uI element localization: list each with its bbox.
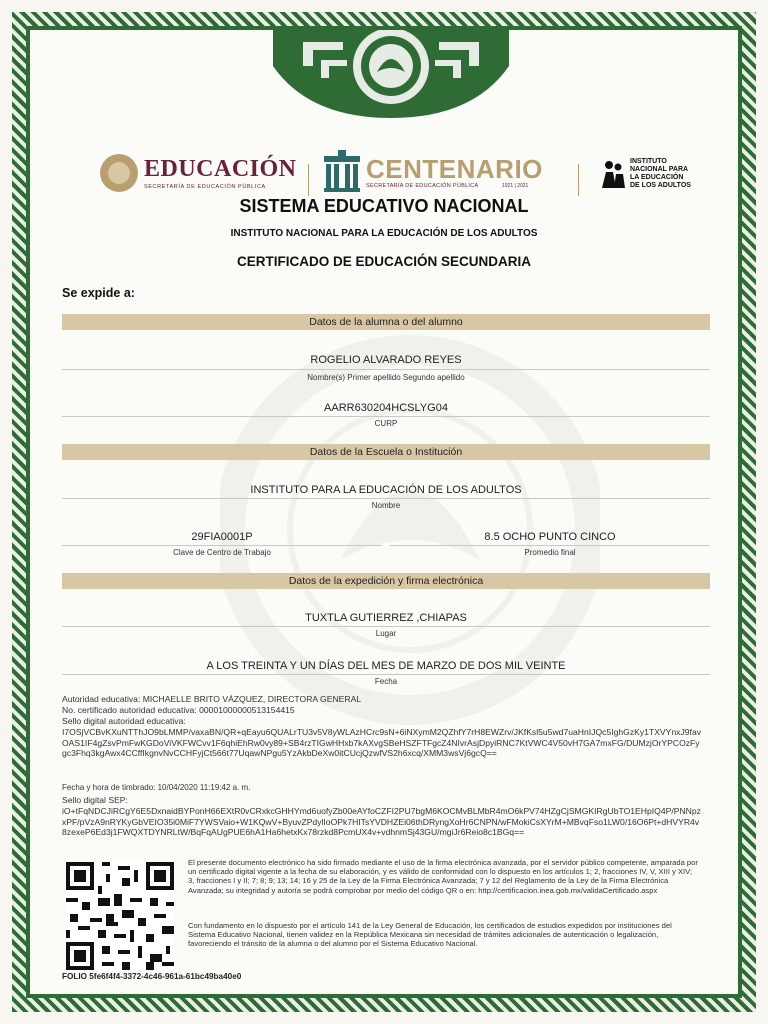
centenario-title: CENTENARIO <box>366 154 543 184</box>
educacion-title: EDUCACIÓN <box>144 156 297 182</box>
institute-heading: INSTITUTO NACIONAL PARA LA EDUCACIÓN DE LOS ADULTOS <box>230 228 538 239</box>
legal-text-validity: Con fundamento en lo dispuesto por el artículo 141 de la Ley General de Educación, los certificados de estudios expedidos por instituciones del Sistema Educativo Nacional, tienen validez en la República Mexicana sin necesidad de trámites adicionales de autenticación o legalización, favoreciendo el tránsito de la alumna o del alumno por el Sistema Educativo Nacional. <box>188 921 672 949</box>
centenario-building-icon <box>322 150 362 192</box>
inea-logo-text <box>630 158 691 190</box>
folio-number: FOLIO 5fe6f4f4-3372-4c46-961a-61bc49ba40e0 <box>62 972 242 981</box>
authority-seal: I7OSjVCBvKXuNTThJO9bLMMP/vaxaBN/QR+qEayu6QUALrTU3v5V8yWLAzHCrc9sN+6iNXymM2QZhfY7rH8EWZrv/JKfKsl5u5wd7uaHnIJQc5IghGzKy1TXVYnxJ9favOAS1IF4gZsvPmFwKGDoViVKFWCvv1F6qhiEhRw0vy89+SB4rzTIGwHHxb7kAXvgSBeHSZFTFgcZ4NIvrAsjDpyiRNC7KtVWC4V50vH7GA7mxFG/DUMzjOrYPCOzFygc3Fhq3kgAwx4CCffIkgnvNvCCHFyjCt566t77UqawNPgu5YzAkbDeXw0itCUcjQzwfVS2h6xcq/XMM3wsVj6gcQ== <box>62 727 702 759</box>
educacion-subtitle: SECRETARÍA DE EDUCACIÓN PÚBLICA <box>144 184 266 190</box>
timestamp: Fecha y hora de timbrado: 10/04/2020 11:19:42 a. m. <box>62 783 251 792</box>
sep-seal: iO+tFqNDCJiRCgY6E5DxnaidBYPonH66EXtR0vCRxkcGHHYmd6uofyZb00eAYfoCZFI2PU7bgM6KOCMvBLMbR4mO6kPV74HZgCjSMGKIRgUbTO1EHpIQ4P/PNNpzxPF/pVzA9nRYKyGbVEIO35i0MiF7YWSVaio+W1KQwV+ByuvZPdylIoOPk7HITsYVDHZEi06thDRyngXoHr6CNPN/wFMokiCsXYrM+MBvqFso1LW0/16O6Pt+dHVYR4v8zexeP6Ed3j1FWQXTDYNRLtW/BqFqAUgPUE6hA1Ha6hetxKx78rzkd8PcmUX4v+vdhnmSj43GU/mgiJr6Reio8c1BGq== <box>62 806 701 838</box>
inea-logo-icon <box>600 160 626 190</box>
inea-line: INSTITUTO <box>630 158 667 165</box>
certificate-paper <box>30 30 738 994</box>
clave-label: Clave de Centro de Trabajo <box>173 548 271 557</box>
divider <box>390 545 710 546</box>
date-label: Fecha <box>374 677 398 686</box>
divider <box>62 626 710 627</box>
expedition-date: A LOS TREINTA Y UN DÍAS DEL MES DE MARZO DE DOS MIL VEINTE <box>206 660 566 672</box>
logo-divider <box>308 164 309 196</box>
sep-seal-icon <box>100 154 138 192</box>
qr-code-icon <box>66 862 174 970</box>
logo-divider <box>578 164 579 196</box>
student-section-band: Datos de la alumna o del alumno <box>62 314 710 330</box>
curp-label: CURP <box>374 419 398 428</box>
divider <box>62 416 710 417</box>
centenario-logo <box>322 150 562 200</box>
place-label: Lugar <box>375 629 397 638</box>
inea-line: NACIONAL PARA <box>630 166 689 173</box>
school-name: INSTITUTO PARA LA EDUCACIÓN DE LOS ADULTOS <box>250 484 522 496</box>
inea-line: DE LOS ADULTOS <box>630 182 691 189</box>
seal-label: Sello digital autoridad educativa: <box>62 716 186 726</box>
cert-number: No. certificado autoridad educativa: 00001000000513154415 <box>62 705 295 715</box>
educacion-logo <box>100 154 297 198</box>
promedio-label: Promedio final <box>524 548 576 557</box>
sep-seal-label: Sello digital SEP: <box>62 795 128 805</box>
divider <box>62 674 710 675</box>
page-title: SISTEMA EDUCATIVO NACIONAL <box>239 196 529 216</box>
centenario-years: 1921 | 2021 <box>502 183 529 189</box>
school-name-label: Nombre <box>371 501 401 510</box>
expedition-place: TUXTLA GUTIERREZ ,CHIAPAS <box>305 612 467 624</box>
divider <box>62 545 382 546</box>
student-name: ROGELIO ALVARADO REYES <box>310 354 462 366</box>
certificate-heading: CERTIFICADO DE EDUCACIÓN SECUNDARIA <box>236 254 531 269</box>
student-name-label: Nombre(s) Primer apellido Segundo apellido <box>307 373 465 382</box>
divider <box>62 498 710 499</box>
divider <box>62 369 710 370</box>
expide-label: Se expide a: <box>62 286 135 300</box>
promedio-value: 8.5 OCHO PUNTO CINCO <box>484 531 616 543</box>
expedition-section-band: Datos de la expedición y firma electrónica <box>62 573 710 589</box>
school-section-band: Datos de la Escuela o Institución <box>62 444 710 460</box>
border-inner <box>26 26 742 998</box>
legal-text-signature: El presente documento electrónico ha sido firmado mediante el uso de la firma electrónica avanzada, por el servidor público competente, amparada por un certificado digital vigente a la fecha de su elaboración, y es válido de conformidad con lo dispuesto en los artículos 1; 2, fracciones IV, V, XIII y XIV; 3, fracciones I y II; 7; 8; 9; 13; 14; 16 y 25 de la Ley de la Firma Electrónica Avanzada; 7 y 12 del Reglamento de la Ley de la Firma Electrónica Avanzada; su integridad y autoría se podrá comprobar por medio del código QR o en: http://certificacion.inea.gob.mx/validaCertificado.aspx <box>188 858 698 895</box>
school-clave: 29FIA0001P <box>191 531 253 543</box>
student-curp: AARR630204HCSLYG04 <box>324 402 448 414</box>
authority-text: Autoridad educativa: MICHAELLE BRITO VÁZQUEZ, DIRECTORA GENERAL <box>62 694 362 704</box>
centenario-subtitle: SECRETARÍA DE EDUCACIÓN PÚBLICA <box>366 183 479 189</box>
inea-line: LA EDUCACIÓN <box>630 174 684 181</box>
national-crest-icon <box>273 30 509 118</box>
